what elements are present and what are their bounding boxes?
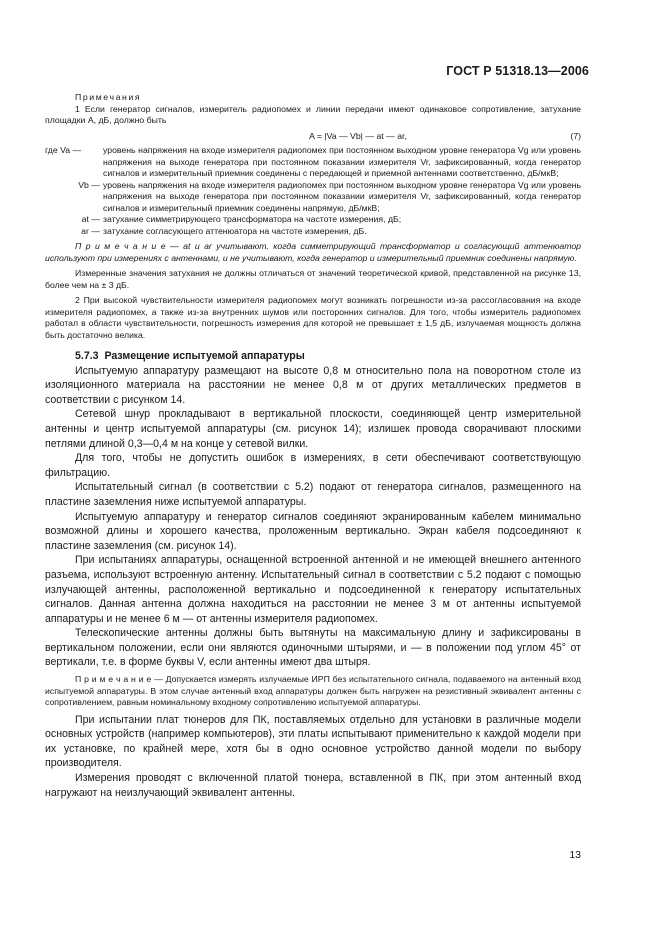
body-paragraph: Испытуемую аппаратуру и генератор сигналов соединяют экранированным кабелем минимально возможной длины и хорошего качества, проложенным вертикально. Экран кабеля подсоединяют к пластине заземления (см. рисунок 14). bbox=[45, 510, 581, 552]
body-paragraph: При испытаниях аппаратуры, оснащенной встроенной антенной и не имеющей внешнего антенного разъема, используют встроенную антенну. Испытательный сигнал в соответствии с 5.2 подают с помощью излучающей антенны, расположенной вертикально и подсоединенной к генератору испытательных сигналов. Данная антенна должна находиться на расстоянии не менее 3 м от антенны испытуемой аппаратуры и не менее 6 м — от антенны измерителя радиопомех. bbox=[45, 554, 581, 625]
definition-symbol: Vb — bbox=[78, 179, 100, 190]
definition-symbol: at — bbox=[81, 214, 100, 224]
definition-item bbox=[45, 214, 581, 226]
body-paragraph: Телескопические антенны должны быть вытянуты на максимальную длину и зафиксированы в вертикальном положении, если они являются одиночными штырями, и — в положении под углом 45° от вертикали, т.е. в форме буквы V, если антенны имеют два штыря. bbox=[45, 627, 581, 669]
section-heading: Размещение испытуемой аппаратуры bbox=[104, 350, 305, 362]
body-paragraph: Измерения проводят с включенной платой тюнера, вставленной в ПК, при этом антенный вход нагружают на неизлучающий эквивалент антенны. bbox=[45, 771, 581, 799]
body-paragraph: Испытательный сигнал (в соответствии с 5.2) подают от генератора сигналов, размещенного на пластине заземления ниже испытуемой аппаратуры. bbox=[45, 481, 581, 508]
formula-expression: A = |Va — Vb| — at — ar, bbox=[309, 130, 407, 141]
body-paragraph: Сетевой шнур прокладывают в вертикальной плоскости, соединяющей центр измерительной антенны и центр испытуемой аппаратуры (см. рисунок 14); излишек провода сворачивают плоскими петлями длиной 0,3—0,4 м на конце у сетевой вилки. bbox=[45, 408, 581, 450]
italic-note: П р и м е ч а н и е — at и ar учитывают, когда симметрирующий трансформатор и согласующий аттенюатор используют при измерениях с антеннами, и не учитывают, когда генератор и измерительный приемник соединены напрямую. bbox=[45, 241, 581, 263]
definition-text: затухание согласующего аттенюатора на частоте измерения, дБ. bbox=[103, 225, 367, 236]
note-1-intro: 1 Если генератор сигналов, измеритель радиопомех и линии передачи имеют одинаковое сопротивление, затухание площадки A, дБ, должно быть bbox=[45, 103, 581, 125]
page-number: 13 bbox=[569, 849, 581, 861]
definition-text: уровень напряжения на входе измерителя радиопомех при постоянном выходном уровне генератора Vg или уровень напряжения на выходе генератора при постоянном показании измерителя Vr, зафиксированный, когда генератор сигналов и измерительный приемник соединены напрямую, дБ/мкВ; bbox=[103, 179, 581, 213]
notes-heading: Примечания bbox=[75, 92, 142, 102]
measured-values-note: Измеренные значения затухания не должны отличаться от значений теоретической кривой, представленной на рисунке 13, более чем на ± 3 дБ. bbox=[45, 268, 581, 290]
page-content bbox=[45, 92, 581, 800]
definition-symbol: ar — bbox=[81, 225, 100, 236]
definition-item bbox=[45, 226, 581, 238]
formula-7 bbox=[45, 131, 581, 143]
section-number: 5.7.3 bbox=[75, 350, 99, 362]
body-paragraph: При испытании плат тюнеров для ПК, поставляемых отдельно для установки в различные модели основных устройств (например компьютеров), эти платы испытывают применительно к каждой модели при их установке, по крайней мере, хотя бы в одно основное устройство данной модели по выбору производителя. bbox=[45, 713, 581, 770]
definition-item bbox=[45, 145, 581, 180]
small-note: П р и м е ч а н и е — Допускается измерять излучаемые ИРП без испытательного сигнала, подаваемого на антенный вход испытуемой аппаратуры. В этом случае антенный вход аппаратуры должен быть нагружен на резистивный эквивалент антенны с сопротивлением, равным номинальному входному сопротивлению испытуемой аппаратуры. bbox=[45, 674, 581, 708]
definition-symbol: где Va — bbox=[45, 145, 82, 155]
body-paragraph: Для того, чтобы не допустить ошибок в измерениях, в сети обеспечивают соответствующую фильтрацию. bbox=[45, 452, 581, 479]
definition-item bbox=[45, 180, 581, 215]
definition-text: уровень напряжения на входе измерителя радиопомех при постоянном выходном уровне генератора Vg или уровень напряжения на выходе генератора при постоянном показании измерителя Vr, зафиксированный, когда генератор сигналов и измерительный приемник соединены с передающей и приемной антеннами соответственно, дБ/мкВ; bbox=[103, 145, 581, 178]
formula-number: (7) bbox=[570, 130, 581, 141]
section-title bbox=[45, 349, 581, 364]
note-2: 2 При высокой чувствительности измерителя радиопомех могут возникать погрешности из-за рассогласования на входе измерителя радиопомех, а также из-за внутренних шумов или посторонних сигналов. Для того, чтобы измеритель радиопомех работал в области чувствительности, погрешность измерения для которой не превышает ± 1,5 дБ, излучаемая мощность должна быть достаточно велика. bbox=[45, 295, 581, 340]
body-paragraph: Испытуемую аппаратуру размещают на высоте 0,8 м относительно пола на поворотном столе из изоляционного материала на расстоянии не менее 0,8 м от других металлических предметов в соответствии с рисунком 14. bbox=[45, 364, 581, 406]
standard-header: ГОСТ Р 51318.13—2006 bbox=[446, 64, 589, 78]
definition-text: затухание симметрирующего трансформатора на частоте измерения, дБ; bbox=[103, 214, 402, 224]
definitions-list bbox=[45, 145, 581, 237]
